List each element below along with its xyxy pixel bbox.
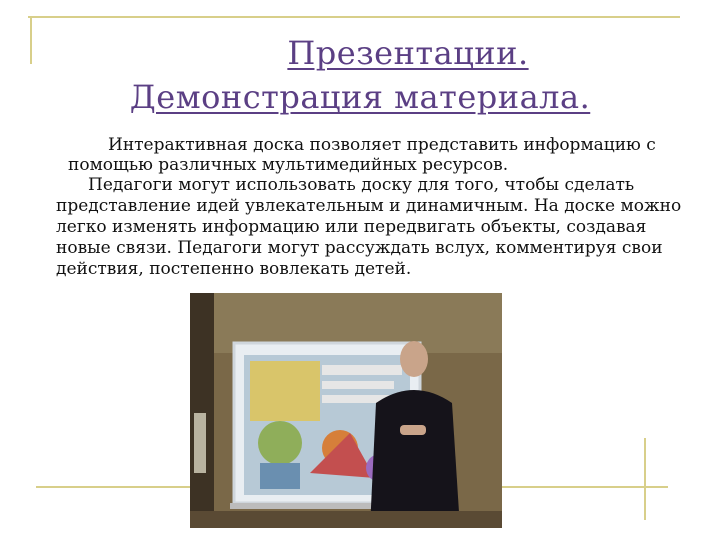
classroom-photo (190, 293, 502, 528)
paragraph2-text: Педагоги могут использовать доску для того, чтобы сделать представление идей увлекательным и динамичным. На доске можно легко изменять информацию или передвигать объекты, создавая новые связи. Педагоги могут рассуждать вслух, комментируя свои действия, постепенно вовлекать детей. (56, 175, 682, 279)
paragraph1-line1: Интерактивная доска позволяет представить информацию с (108, 135, 656, 155)
photo-illustration (190, 293, 502, 528)
slide-title-line1: Презентации. (287, 34, 529, 72)
decor-line-top-vertical (30, 16, 32, 64)
paragraph1-line2: помощью различных мультимедийных ресурсов. (68, 155, 509, 175)
decor-line-top (28, 16, 680, 18)
decor-line-bottom-vertical (644, 438, 646, 520)
slide-title-line2: Демонстрация материала. (129, 78, 591, 116)
paragraph2 (56, 175, 696, 280)
